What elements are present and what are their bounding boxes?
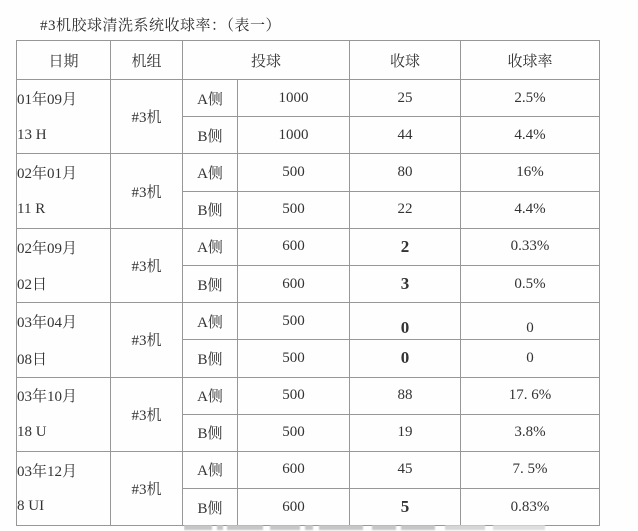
date-cell [17, 80, 111, 154]
received-cell: 22 [350, 191, 461, 228]
column-header-unit: 机组 [111, 41, 183, 80]
rate-cell: 0 [461, 340, 600, 377]
unit-cell [111, 451, 183, 525]
date-line-2: 11 R [17, 200, 46, 217]
thrown-cell: 1000 [238, 117, 350, 154]
date-line-2: 02日 [17, 277, 48, 294]
thrown-cell: 600 [238, 489, 350, 526]
date-cell [17, 154, 111, 228]
side-cell: B侧 [183, 117, 238, 154]
unit-cell [111, 154, 183, 228]
received-cell [350, 265, 461, 302]
thrown-cell: 500 [238, 414, 350, 451]
date-line-1: 02年09月 [17, 240, 78, 257]
thrown-cell: 500 [238, 154, 350, 191]
table-row [17, 303, 600, 340]
unit-label: #3机 [131, 258, 162, 275]
header-row [17, 41, 600, 80]
date-line-2: 8 UI [17, 498, 45, 515]
received-cell: 44 [350, 117, 461, 154]
unit-cell [111, 80, 183, 154]
unit-cell [111, 377, 183, 451]
rate-cell: 4.4% [461, 117, 600, 154]
date-line-1: 03年04月 [17, 314, 78, 331]
received-cell: 25 [350, 80, 461, 117]
rate-cell: 4.4% [461, 191, 600, 228]
side-cell: A侧 [183, 303, 238, 340]
date-line-2: 18 U [17, 424, 47, 441]
rate-cell: 7. 5% [461, 451, 600, 488]
rate-cell: 16% [461, 154, 600, 191]
table-row [17, 228, 600, 265]
date-cell [17, 303, 111, 377]
date-cell [17, 377, 111, 451]
received-cell: 45 [350, 451, 461, 488]
column-header-received: 收球 [350, 41, 461, 80]
table-row [17, 377, 600, 414]
side-cell: B侧 [183, 340, 238, 377]
rate-cell: 0.5% [461, 265, 600, 302]
unit-label: #3机 [131, 482, 162, 499]
rate-cell [461, 303, 600, 340]
date-cell [17, 228, 111, 302]
column-header-date: 日期 [17, 41, 111, 80]
cropped-caption-fragment [184, 525, 574, 531]
unit-label: #3机 [131, 407, 162, 424]
date-line-1: 03年10月 [17, 389, 78, 406]
date-cell [17, 451, 111, 525]
rate-cell: 2.5% [461, 80, 600, 117]
received-cell-value: 5 [400, 497, 410, 517]
table-row [17, 154, 600, 191]
side-cell: A侧 [183, 228, 238, 265]
recovery-rate-table [16, 40, 600, 526]
side-cell: B侧 [183, 191, 238, 228]
side-cell: B侧 [183, 414, 238, 451]
thrown-cell: 600 [238, 451, 350, 488]
unit-label: #3机 [131, 110, 162, 127]
side-cell: A侧 [183, 154, 238, 191]
side-cell: A侧 [183, 451, 238, 488]
received-cell-value: 0 [400, 348, 410, 368]
thrown-cell: 600 [238, 265, 350, 302]
side-cell: A侧 [183, 80, 238, 117]
received-cell [350, 489, 461, 526]
received-cell [350, 303, 461, 340]
rate-cell: 3.8% [461, 414, 600, 451]
page-title: #3机胶球清洗系统收球率：（表一） [40, 18, 282, 34]
received-cell [350, 228, 461, 265]
received-cell [350, 340, 461, 377]
unit-cell [111, 228, 183, 302]
rate-cell: 0.83% [461, 489, 600, 526]
side-cell: A侧 [183, 377, 238, 414]
date-line-2: 13 H [17, 126, 47, 143]
thrown-cell: 500 [238, 191, 350, 228]
date-line-1: 01年09月 [17, 91, 78, 108]
received-cell: 19 [350, 414, 461, 451]
unit-cell [111, 303, 183, 377]
unit-label: #3机 [131, 184, 162, 201]
table-row [17, 451, 600, 488]
date-line-1: 03年12月 [17, 463, 78, 480]
column-header-rate: 收球率 [461, 41, 600, 80]
received-cell-value: 3 [400, 274, 410, 294]
date-line-1: 02年01月 [17, 166, 78, 183]
date-line-2: 08日 [17, 351, 48, 368]
received-cell: 88 [350, 377, 461, 414]
rate-cell: 0.33% [461, 228, 600, 265]
column-header-thrown: 投球 [183, 41, 350, 80]
rate-cell-value: 0 [526, 319, 534, 336]
received-cell: 80 [350, 154, 461, 191]
received-cell-value: 2 [400, 236, 410, 256]
thrown-cell: 500 [238, 303, 350, 340]
unit-label: #3机 [131, 333, 162, 350]
received-cell-value: 0 [400, 318, 410, 338]
thrown-cell: 1000 [238, 80, 350, 117]
table-row [17, 80, 600, 117]
thrown-cell: 500 [238, 340, 350, 377]
thrown-cell: 500 [238, 377, 350, 414]
side-cell: B侧 [183, 265, 238, 302]
side-cell: B侧 [183, 489, 238, 526]
thrown-cell: 600 [238, 228, 350, 265]
rate-cell: 17. 6% [461, 377, 600, 414]
